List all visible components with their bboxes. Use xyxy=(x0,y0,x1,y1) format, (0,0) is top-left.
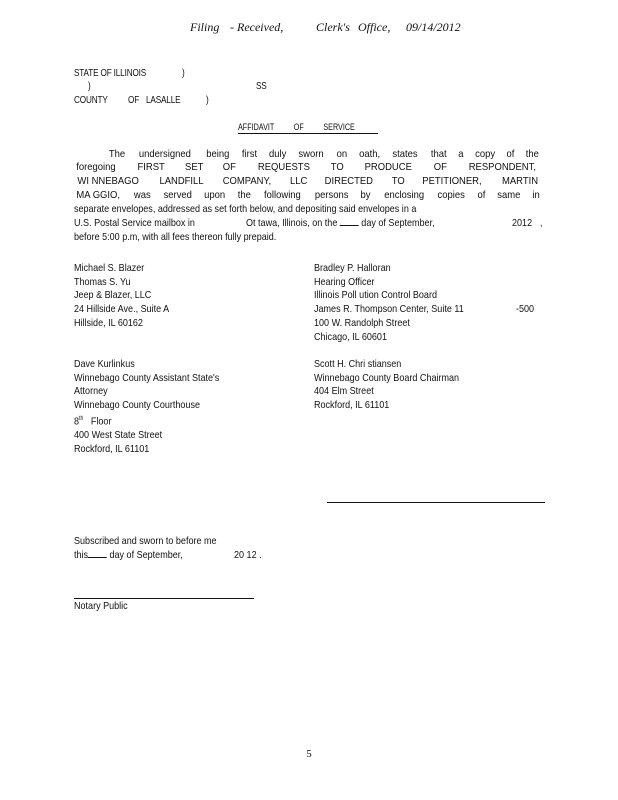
body-line-1-word: the xyxy=(525,148,540,160)
body-line-2-word: foregoing xyxy=(76,161,116,173)
address-blazer xyxy=(74,262,169,331)
body-line-1-word: sworn xyxy=(298,148,324,160)
body-line-4-word: of xyxy=(477,189,486,201)
subscribed-this: this xyxy=(74,549,89,561)
body-line-2-word: REQUESTS xyxy=(257,161,310,173)
body-line-4 xyxy=(74,189,540,202)
header-office-2: Office, xyxy=(358,20,391,34)
address-line: Thomas S. Yu xyxy=(74,275,131,288)
address-halloran-suite: -500 xyxy=(516,303,535,315)
body-line-7: before 5:00 p.m, with all fees thereon fully prepaid. xyxy=(74,231,277,243)
body-line-2 xyxy=(74,161,540,174)
body-line-2-word: OF xyxy=(433,161,447,173)
caption-paren-1: ) xyxy=(182,68,185,79)
address-line: 400 West State Street xyxy=(74,429,163,442)
body-line-1-word: The xyxy=(108,148,126,160)
floor-suffix: th xyxy=(79,415,84,422)
day-blank xyxy=(340,217,359,226)
caption-county: COUNTY xyxy=(74,95,108,106)
floor-line xyxy=(74,413,219,429)
body-line-4-word: by xyxy=(360,189,371,201)
body-line-3-word: TO xyxy=(391,175,405,187)
body-line-2-word: PRODUCE xyxy=(365,161,413,173)
body-line-4-word: was xyxy=(133,189,151,201)
body-line-6-comma: , xyxy=(540,217,543,229)
body-line-1-word: being xyxy=(205,148,229,160)
body-line-6-a: U.S. Postal Service mailbox in xyxy=(74,217,195,229)
body-line-3-word: LLC xyxy=(289,175,307,187)
body-line-6-b xyxy=(246,217,435,229)
address-line: Winnebago County Board Chairman xyxy=(314,371,460,384)
body-line-2-word: RESPONDENT, xyxy=(469,161,537,173)
floor-number: 8 xyxy=(74,415,80,428)
subscribed-year: 20 12 . xyxy=(234,549,262,561)
body-line-1-word: undersigned xyxy=(139,148,192,160)
body-line-2-word: TO xyxy=(330,161,344,173)
header-filing: Filing xyxy=(190,20,220,34)
body-line-4-word: persons xyxy=(314,189,349,201)
body-line-2-word: OF xyxy=(222,161,237,173)
subscribed-line: Subscribed and sworn to before me xyxy=(74,535,217,547)
notary-signature-line xyxy=(74,598,254,599)
address-line: 100 W. Randolph Street xyxy=(314,316,410,329)
address-line: 404 Elm Street xyxy=(314,385,374,398)
body-line-4-word: upon xyxy=(204,189,226,201)
body-line-3-word: PETITIONER, xyxy=(422,175,483,187)
address-line: Rockford, IL 61101 xyxy=(314,399,390,412)
address-line: Winnebago County Courthouse xyxy=(74,399,201,412)
body-line-4-word: enclosing xyxy=(383,189,424,201)
body-line-1 xyxy=(108,148,540,161)
address-line: Attorney xyxy=(74,385,108,398)
notary-public-label: Notary Public xyxy=(74,600,128,612)
address-line: Winnebago County Assistant State's xyxy=(74,371,220,384)
address-line: Jeep & Blazer, LLC xyxy=(74,289,152,302)
address-line: 24 Hillside Ave., Suite A xyxy=(74,303,170,316)
body-line-2-word: FIRST xyxy=(137,161,165,173)
body-line-4-word: served xyxy=(163,189,192,201)
address-line: James R. Thompson Center, Suite 11 xyxy=(314,303,464,316)
address-line: Scott H. Chri stiansen xyxy=(314,358,402,370)
body-line-3-word: MARTIN xyxy=(501,175,538,187)
body-line-6-location: Ot tawa, Illinois, on the xyxy=(246,217,338,229)
body-line-3 xyxy=(74,175,540,188)
header-received: - Received, xyxy=(230,20,284,34)
body-line-4-word: following xyxy=(263,189,301,201)
signature-line xyxy=(327,502,545,503)
address-line: Illinois Poll ution Control Board xyxy=(314,289,437,302)
body-line-1-word: on xyxy=(336,148,347,160)
address-halloran xyxy=(314,262,464,344)
body-line-4-word: same xyxy=(497,189,521,201)
body-line-6-year: 2012 xyxy=(512,217,533,229)
body-line-1-word: duly xyxy=(268,148,287,160)
address-line: Chicago, IL 60601 xyxy=(314,330,387,343)
body-line-1-word: copy xyxy=(474,148,495,160)
address-line: Dave Kurlinkus xyxy=(74,358,135,370)
address-kurlinkus xyxy=(74,358,219,456)
caption-paren-2: ) xyxy=(88,81,91,92)
body-line-3-word: LANDFILL xyxy=(159,175,204,187)
address-line: Michael S. Blazer xyxy=(74,262,145,274)
body-line-1-word: states xyxy=(392,148,418,160)
body-line-3-word: COMPANY, xyxy=(222,175,272,187)
body-line-4-word: the xyxy=(237,189,251,201)
subscribed-this-line xyxy=(74,549,183,561)
affidavit-title: AFFIDAVIT OF SERVICE xyxy=(238,122,355,132)
body-line-1-word: first xyxy=(241,148,257,160)
header-office: Clerk's xyxy=(316,20,350,34)
caption-state: STATE OF ILLINOIS xyxy=(74,68,147,79)
caption-ss: SS xyxy=(256,81,267,92)
subscribed-day: day of September, xyxy=(109,549,183,561)
body-line-1-word: oath, xyxy=(358,148,380,160)
body-line-1-word: a xyxy=(457,148,464,160)
page-number: 5 xyxy=(306,748,312,760)
caption-paren-3: ) xyxy=(206,95,209,106)
header-date: 09/14/2012 xyxy=(406,20,461,34)
address-line: Hillside, IL 60162 xyxy=(74,316,143,329)
body-line-4-word: in xyxy=(532,189,540,201)
body-line-6-month: day of September, xyxy=(361,217,435,229)
address-line: Bradley P. Halloran xyxy=(314,262,391,274)
subscribed-day-blank xyxy=(88,549,107,558)
caption-lasalle: LASALLE xyxy=(146,95,181,106)
caption-of: OF xyxy=(128,95,140,106)
body-line-5: separate envelopes, addressed as set forth below, and depositing said envelopes in a xyxy=(74,203,417,215)
address-line: Hearing Officer xyxy=(314,275,375,288)
filing-header xyxy=(0,20,618,36)
title-underline xyxy=(238,133,378,134)
address-christiansen xyxy=(314,358,459,413)
address-line: Rockford, IL 61101 xyxy=(74,442,150,455)
body-line-3-word: WI NNEBAGO xyxy=(77,175,139,187)
body-line-1-word: that xyxy=(430,148,447,160)
body-line-3-word: DIRECTED xyxy=(325,175,374,187)
floor-label: Floor xyxy=(90,415,112,428)
body-line-2-word: SET xyxy=(184,161,204,173)
body-line-4-word: copies xyxy=(437,189,466,201)
body-line-4-word: MA GGIO, xyxy=(76,189,121,201)
body-line-1-word: of xyxy=(506,148,515,160)
